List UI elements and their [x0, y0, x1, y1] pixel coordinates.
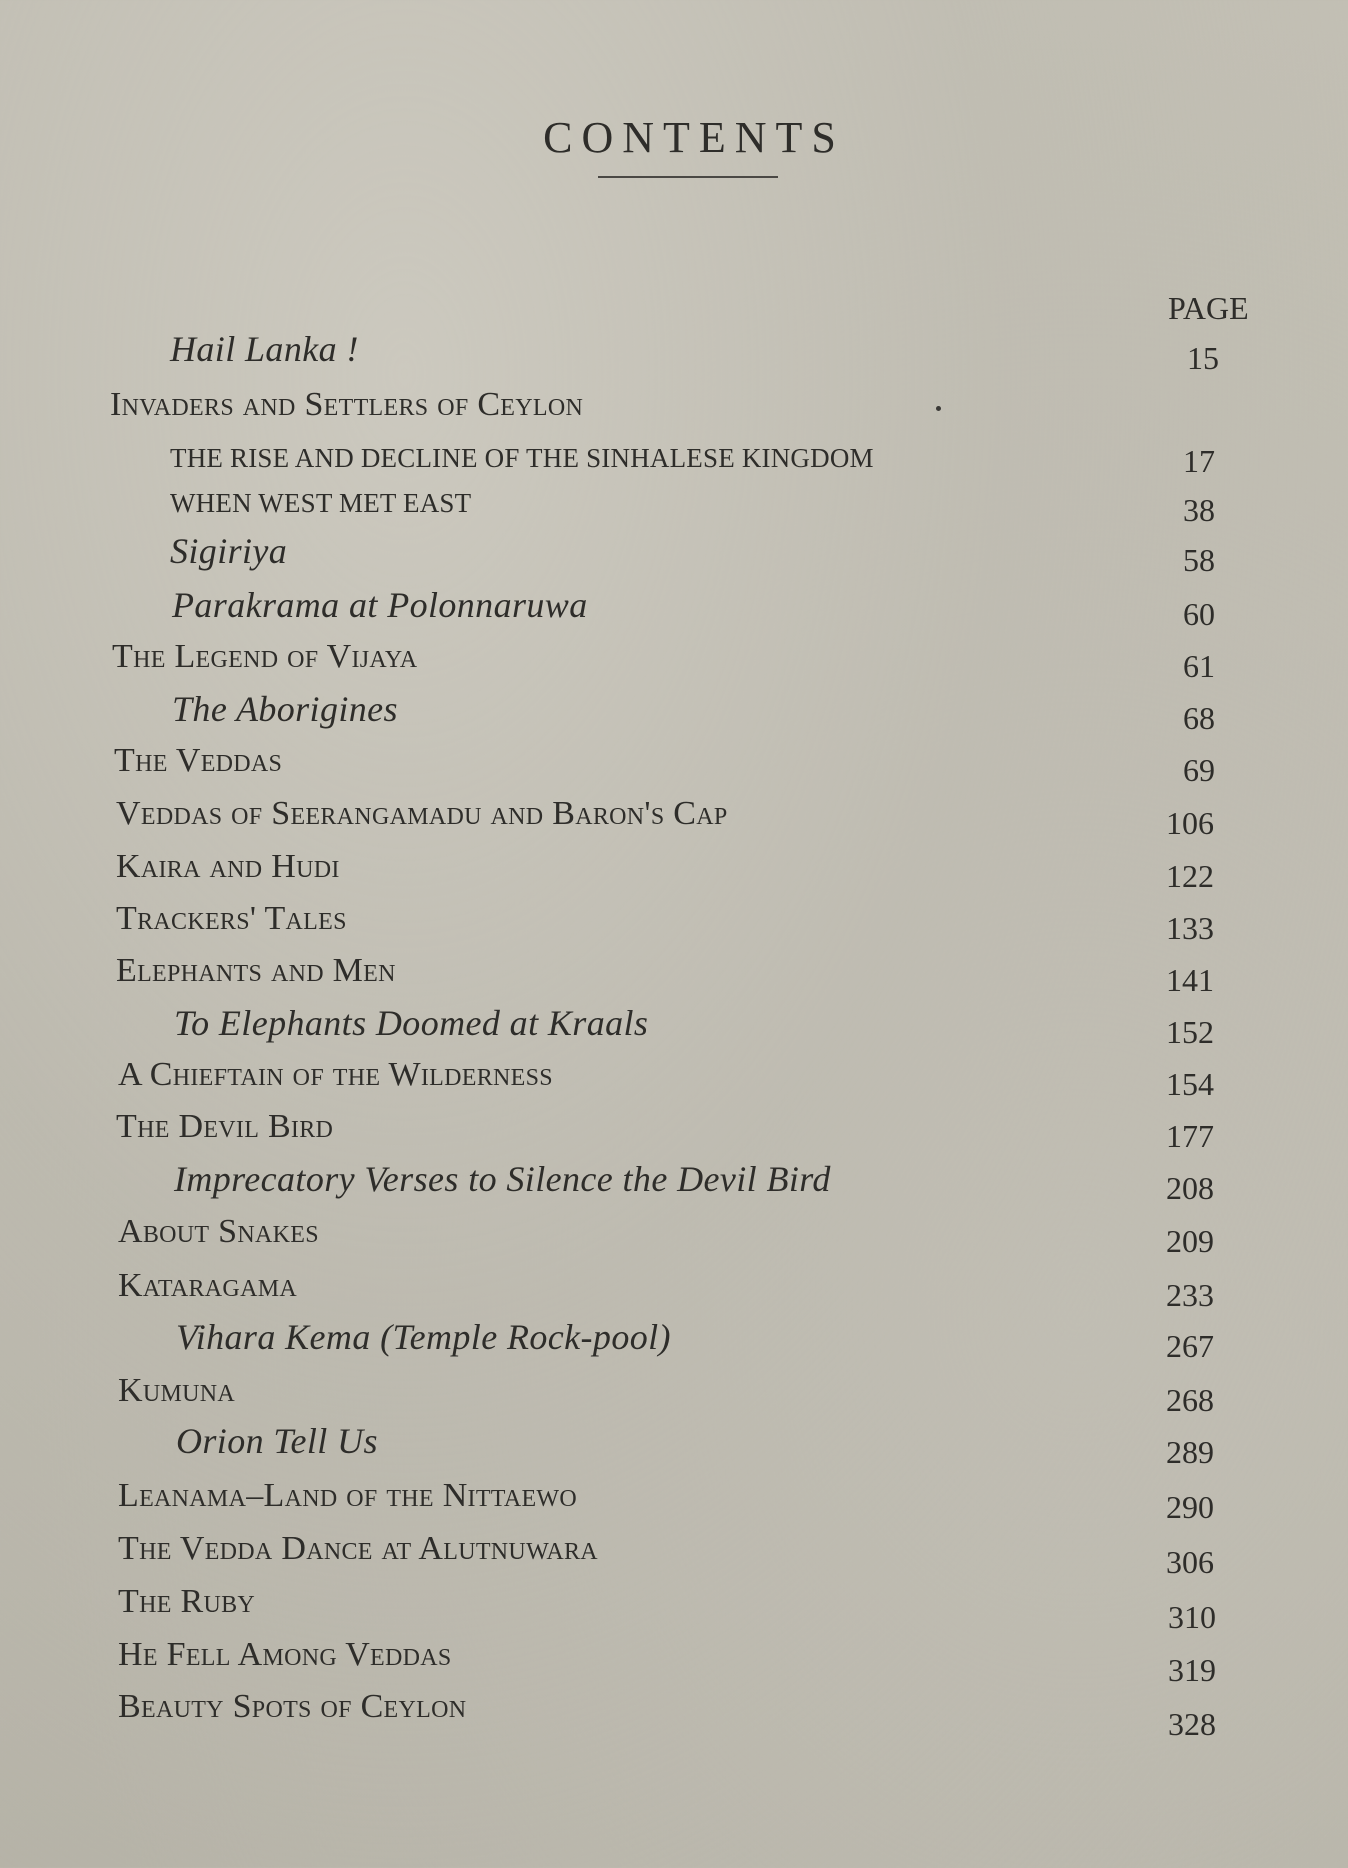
toc-entry-title: Beauty Spots of Ceylon [118, 1688, 467, 1725]
toc-entry-page: 69 [1183, 752, 1215, 788]
toc-entry-page: 290 [1166, 1489, 1214, 1525]
toc-entry-title: Parakrama at Polonnaruwa [172, 585, 588, 625]
toc-entry-title: Vihara Kema (Temple Rock-pool) [176, 1317, 671, 1357]
toc-entry-page: 267 [1166, 1328, 1214, 1364]
toc-entry[interactable] [0, 530, 1348, 580]
toc-entry-title: To Elephants Doomed at Kraals [174, 1003, 649, 1043]
toc-entry-title: The Vedda Dance at Alutnuwara [118, 1530, 598, 1567]
toc-entry-page: 289 [1166, 1434, 1214, 1470]
toc-entry[interactable] [0, 1213, 1348, 1263]
toc-entry-title: Elephants and Men [116, 952, 396, 989]
toc-entry-page: 177 [1166, 1118, 1214, 1154]
toc-entry-page: 60 [1183, 596, 1215, 632]
toc-entry-page: 154 [1166, 1066, 1214, 1102]
toc-entry[interactable] [0, 1316, 1348, 1366]
toc-entry-title: Sigiriya [170, 531, 288, 571]
toc-entry-page: 58 [1183, 542, 1215, 578]
toc-entry-title: He Fell Among Veddas [118, 1636, 452, 1673]
toc-entry-page: 61 [1183, 648, 1215, 684]
toc-entry-page: 233 [1166, 1277, 1214, 1313]
toc-entry[interactable] [0, 1420, 1348, 1470]
toc-entry-page: 38 [1183, 492, 1215, 528]
toc-entry-page: 133 [1166, 910, 1214, 946]
toc-entry-page: 152 [1166, 1014, 1214, 1050]
toc-entry[interactable] [0, 848, 1348, 898]
toc-entry-title: A Chieftain of the Wilderness [118, 1056, 553, 1093]
toc-entry[interactable] [0, 1688, 1348, 1742]
toc-entry-page: 319 [1168, 1652, 1216, 1688]
toc-entry[interactable] [0, 1477, 1348, 1527]
title-underline [598, 176, 778, 178]
toc-entry-title: The Legend of Vijaya [112, 638, 418, 675]
toc-entry-title: Veddas of Seerangamadu and Baron's Cap [116, 795, 728, 832]
toc-entry-title: Hail Lanka ! [170, 329, 359, 369]
toc-entry-title: Kumuna [118, 1372, 236, 1409]
toc-entry[interactable] [0, 328, 1348, 378]
page-column-label: PAGE [1168, 290, 1249, 326]
toc-entry-page: 141 [1166, 962, 1214, 998]
toc-entry[interactable] [0, 1108, 1348, 1158]
toc-entry-title: Invaders and Settlers of Ceylon [110, 386, 584, 423]
toc-entry-title: Trackers' Tales [116, 900, 347, 937]
toc-entry[interactable] [0, 1583, 1348, 1633]
toc-entry-page: 306 [1166, 1544, 1214, 1580]
toc-entry[interactable] [0, 1372, 1348, 1422]
toc-entry[interactable] [0, 1636, 1348, 1686]
toc-entry-title: The Ruby [118, 1583, 256, 1620]
toc-entry-page: 310 [1168, 1599, 1216, 1635]
toc-entry-title: Leanama–Land of the Nittaewo [118, 1477, 578, 1514]
toc-entry[interactable] [0, 688, 1348, 738]
toc-entry-title: Kataragama [118, 1267, 297, 1304]
toc-entry-title: Kaira and Hudi [116, 848, 340, 885]
toc-entry[interactable] [0, 795, 1348, 845]
toc-entry[interactable] [0, 1056, 1348, 1106]
toc-entry[interactable] [0, 638, 1348, 688]
toc-entry-title: THE RISE AND DECLINE OF THE SINHALESE KINGDOM [170, 443, 874, 473]
toc-entry[interactable] [0, 742, 1348, 792]
toc-entry-page: 268 [1166, 1382, 1214, 1418]
toc-entry-page: 209 [1166, 1223, 1214, 1259]
toc-entry-page: 122 [1166, 858, 1214, 894]
toc-entry-page: 106 [1166, 805, 1214, 841]
toc-entry[interactable] [0, 1002, 1348, 1052]
toc-entry-title: The Veddas [114, 742, 283, 779]
toc-entry-page: 208 [1166, 1170, 1214, 1206]
page-title: CONTENTS [543, 113, 845, 162]
toc-entry[interactable] [0, 952, 1348, 1002]
toc-entry[interactable] [0, 1267, 1348, 1317]
toc-entry[interactable] [0, 443, 1348, 493]
toc-entry-title: Imprecatory Verses to Silence the Devil Bird [174, 1159, 831, 1199]
toc-entry-title: Orion Tell Us [176, 1421, 378, 1461]
toc-section-heading [0, 386, 1348, 436]
toc-entry-title: WHEN WEST MET EAST [170, 488, 472, 518]
toc-entry[interactable] [0, 900, 1348, 950]
toc-entry-page: 328 [1168, 1706, 1216, 1742]
toc-entry[interactable] [0, 1158, 1348, 1208]
toc-entry-title: The Devil Bird [116, 1108, 334, 1145]
toc-entry-page: 17 [1183, 443, 1215, 479]
toc-entry-title: About Snakes [118, 1213, 319, 1250]
toc-entry-page: 68 [1183, 700, 1215, 736]
toc-entry-page: 15 [1187, 340, 1219, 376]
toc-entry-title: The Aborigines [172, 689, 398, 729]
toc-entry[interactable] [0, 584, 1348, 634]
toc-entry[interactable] [0, 1530, 1348, 1580]
